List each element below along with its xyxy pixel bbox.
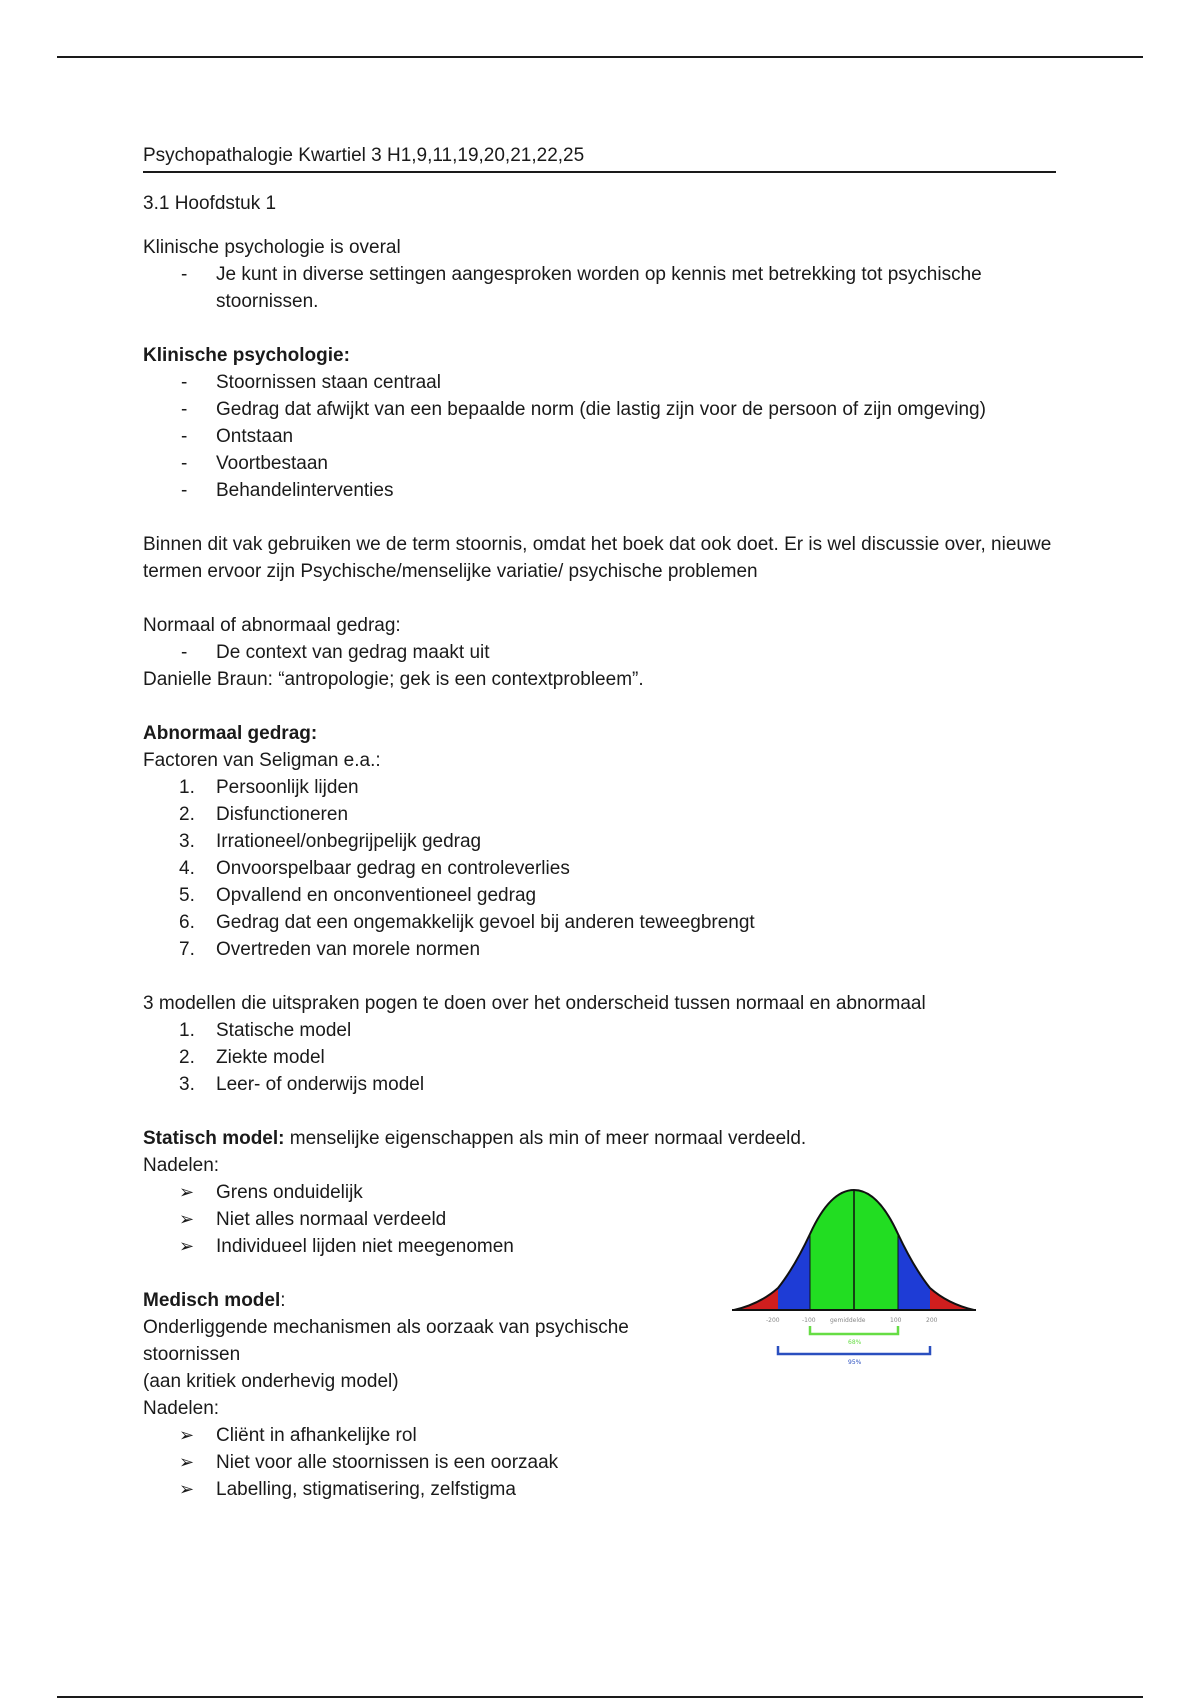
normal-distribution-figure (730, 1184, 978, 1372)
tick-label: 100 (890, 1317, 902, 1324)
intro-list (143, 261, 1056, 315)
inner-bracket-label: 68% (848, 1339, 862, 1346)
page-bottom-rule (57, 1696, 1143, 1698)
list-item: 6. Gedrag dat een ongemakkelijk gevoel bij anderen teweegbrengt (179, 912, 755, 933)
list-item: - Behandelinterventies (181, 480, 394, 501)
medisch-line3: (aan kritiek onderhevig model) (143, 1371, 399, 1392)
list-item: - Ontstaan (181, 426, 294, 447)
document-header (143, 142, 1056, 173)
arrow-bullet-icon: ➢ (179, 1236, 195, 1256)
curve-right-tail (930, 1288, 974, 1310)
tick-label: -100 (802, 1317, 816, 1324)
list-item: ➢ Grens onduidelijk (143, 1179, 1056, 1206)
medisch-nadelen-list (143, 1422, 1056, 1503)
seligman-list (143, 774, 1056, 963)
list-item: - Voortbestaan (181, 453, 328, 474)
inner-bracket (810, 1326, 898, 1334)
arrow-bullet-icon: ➢ (179, 1209, 195, 1229)
modellen-text: 3 modellen die uitspraken pogen te doen over het onderscheid tussen normaal en abnormaal (143, 993, 926, 1014)
list-item: ➢ Niet alles normaal verdeeld (143, 1206, 1056, 1233)
list-item: ➢ Individueel lijden niet meegenomen (143, 1233, 1056, 1260)
outer-bracket-label: 95% (848, 1359, 862, 1366)
list-item: 3. Irrationeel/onbegrijpelijk gedrag (179, 831, 482, 852)
modellen-list (143, 1017, 1056, 1098)
abnormaal-sub: Factoren van Seligman e.a.: (143, 750, 381, 771)
list-item: - De context van gedrag maakt uit (181, 642, 490, 663)
list-item: ➢ Niet voor alle stoornissen is een oorzaak (143, 1449, 1056, 1476)
abnormaal-heading: Abnormaal gedrag: (143, 723, 318, 744)
normaal-text: Normaal of abnormaal gedrag: (143, 615, 401, 636)
normaal-list (143, 639, 1056, 666)
page-top-rule (57, 56, 1143, 58)
klinisch-heading: Klinische psychologie: (143, 345, 350, 366)
list-item: ➢ Cliënt in afhankelijke rol (143, 1422, 1056, 1449)
statisch-paragraph: Statisch model: menselijke eigenschappen als min of meer normaal verdeeld. (143, 1128, 807, 1149)
medisch-line1: Onderliggende mechanismen als oorzaak van psychische (143, 1317, 629, 1338)
medisch-nadelen-label: Nadelen: (143, 1398, 220, 1419)
outer-bracket (778, 1346, 930, 1354)
section-heading: 3.1 Hoofdstuk 1 (143, 193, 277, 214)
term-paragraph: Binnen dit vak gebruiken we de term stoornis, omdat het boek dat ook doet. Er is wel discussie over, nieuwe termen ervoor zijn Psychische/menselijke variatie/ psychische problemen (143, 534, 1052, 582)
dash-marker: - (181, 264, 188, 285)
list-item: 2. Disfunctioneren (179, 804, 349, 825)
list-item: ➢ Labelling, stigmatisering, zelfstigma (143, 1476, 1056, 1503)
medisch-heading: Medisch model: (143, 1290, 286, 1311)
arrow-bullet-icon: ➢ (179, 1425, 195, 1445)
list-item: 4. Onvoorspelbaar gedrag en controleverlies (179, 858, 570, 879)
statisch-nadelen-label: Nadelen: (143, 1155, 220, 1176)
curve-left-tail (734, 1288, 778, 1310)
intro-text: Klinische psychologie is overal (143, 237, 401, 258)
braun-quote: Danielle Braun: “antropologie; gek is een contextprobleem”. (143, 669, 644, 690)
document-title: Psychopathalogie Kwartiel 3 H1,9,11,19,20,21,22,25 (143, 145, 585, 166)
statisch-heading: Statisch model: (143, 1128, 285, 1149)
list-item: - Gedrag dat afwijkt van een bepaalde norm (die lastig zijn voor de persoon of zijn omgeving) (181, 399, 986, 420)
arrow-bullet-icon: ➢ (179, 1479, 195, 1499)
tick-label: 200 (926, 1317, 938, 1324)
list-item: - Je kunt in diverse settingen aangesproken worden op kennis met betrekking tot psychische stoornissen. (143, 261, 1056, 315)
list-item: - Stoornissen staan centraal (181, 372, 441, 393)
tick-label: gemiddelde (830, 1317, 866, 1324)
arrow-bullet-icon: ➢ (179, 1452, 195, 1472)
list-item: 1. Persoonlijk lijden (179, 777, 359, 798)
list-item: 1. Statische model (179, 1020, 352, 1041)
tick-label: -200 (766, 1317, 780, 1324)
list-item: 5. Opvallend en onconventioneel gedrag (179, 885, 537, 906)
klinisch-list (143, 369, 1056, 504)
list-item: 2. Ziekte model (179, 1047, 325, 1068)
list-item: 7. Overtreden van morele normen (179, 939, 481, 960)
list-item: 3. Leer- of onderwijs model (179, 1074, 425, 1095)
arrow-bullet-icon: ➢ (179, 1182, 195, 1202)
medisch-line2: stoornissen (143, 1344, 241, 1365)
